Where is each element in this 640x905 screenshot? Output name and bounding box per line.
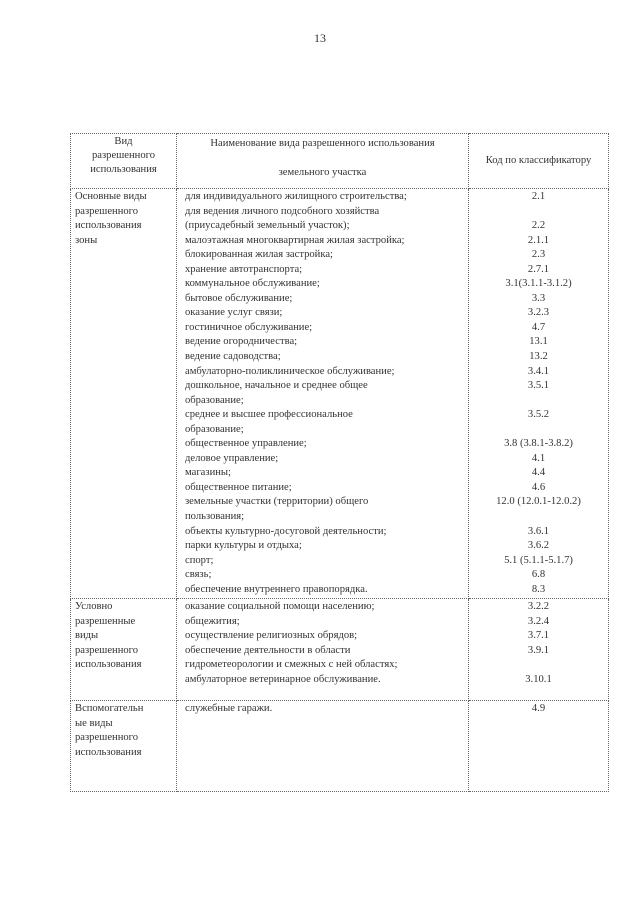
category-line: разрешенные [75,615,136,627]
header-cell-code: Код по классификатору [469,134,609,189]
uses-cell [177,701,469,792]
uses-line: служебные гаражи. [185,703,273,714]
codes-line: 3.9.1 [527,644,550,656]
uses-line: обеспечение деятельности в области [185,644,351,656]
table-row [71,189,609,599]
codes-line: 5.1 (5.1.1-5.1.7) [504,554,573,566]
category-line: разрешенного [75,732,139,744]
uses-line: среднее и высшее профессиональное [185,409,353,421]
category-line: разрешенного [75,205,139,217]
category-line: использования [75,220,142,232]
codes-line: 2.1 [531,191,546,202]
codes-line [472,205,605,220]
uses-line: коммунальное обслуживание; [185,278,320,290]
uses-line: бытовое обслуживание; [185,292,293,304]
header-name-top: Наименование вида разрешенного использования [210,138,435,149]
category-line: разрешенного [75,644,139,656]
codes-line: 3.4.1 [527,365,550,377]
codes-line [472,423,605,438]
codes-line: 4.7 [531,321,546,333]
category-line: виды [75,630,99,642]
codes-line: 3.2.2 [527,601,550,612]
uses-line: ведение садоводства; [185,351,281,363]
codes-line: 2.1.1 [527,234,550,246]
codes-line: 12.0 (12.0.1-12.0.2) [496,496,581,508]
uses-line: объекты культурно-досуговой деятельности; [185,525,387,537]
codes-line: 3.7.1 [527,630,550,642]
category-cell [71,599,177,701]
uses-line: осуществление религиозных обрядов; [185,630,358,642]
uses-line: дошкольное, начальное и среднее общее [185,380,368,392]
table-header-row [71,134,609,189]
category-cell [71,701,177,792]
codes-line: 3.5.1 [527,380,550,392]
uses-line: амбулаторное ветеринарное обслуживание. [185,673,381,685]
codes-line: 2.2 [531,220,546,232]
codes-line: 3.6.1 [527,525,550,537]
header-type-line: разрешенного [91,150,156,161]
codes-line: 3.3 [531,292,546,304]
codes-line: 3.1(3.1.1-3.1.2) [505,278,572,290]
uses-line: общественное управление; [185,438,307,450]
uses-line: оказание услуг связи; [185,307,283,319]
codes-line: 13.2 [529,351,548,363]
uses-line: амбулаторно-поликлиническое обслуживание; [185,365,395,377]
uses-line: образование; [185,423,244,435]
page-number: 13 [314,31,326,45]
uses-cell [177,599,469,701]
category-line: использования [75,746,142,758]
uses-line: общежития; [185,615,240,627]
uses-line: блокированная жилая застройка; [185,249,333,261]
uses-cell [177,189,469,599]
uses-line: для индивидуального жилищного строительства; [185,191,407,202]
codes-line: 3.6.2 [527,540,550,552]
category-line: Условно [75,601,113,612]
category-line: Основные виды [75,191,147,202]
category-line: ые виды [75,717,113,729]
codes-line: 4.1 [531,452,546,464]
category-cell [71,189,177,599]
header-cell-name [177,134,469,189]
uses-line: земельные участки (территории) общего [185,496,369,508]
zoning-table [70,133,609,792]
codes-line: 2.3 [531,249,546,261]
codes-cell [469,189,609,599]
table-row [71,599,609,701]
category-line: зоны [75,234,98,246]
uses-line: общественное питание; [185,481,292,493]
codes-line: 6.8 [531,569,546,581]
uses-line: парки культуры и отдыха; [185,540,302,552]
codes-line: 3.8 (3.8.1-3.8.2) [504,438,573,450]
table-row [71,701,609,792]
uses-line: (приусадебный земельный участок); [185,220,350,232]
codes-line: 3.10.1 [525,673,552,685]
codes-line [472,510,605,525]
category-line: Вспомогательн [75,703,144,714]
codes-line: 4.4 [531,467,546,479]
uses-line: обеспечение внутреннего правопорядка. [185,583,368,595]
codes-line [472,394,605,409]
codes-line: 4.9 [531,703,546,714]
codes-line: 4.6 [531,481,546,493]
uses-line: магазины; [185,467,231,479]
uses-line: деловое управление; [185,452,279,464]
category-line: использования [75,659,142,671]
codes-line [472,658,605,673]
header-name-bottom: земельного участка [278,166,367,178]
uses-line: хранение автотранспорта; [185,263,303,275]
uses-line: спорт; [185,554,214,566]
uses-line: гидрометеорологии и смежных с ней областях; [185,659,398,671]
codes-cell [469,599,609,701]
codes-line: 8.3 [531,583,546,595]
uses-line: связь; [185,569,212,581]
codes-line: 13.1 [529,336,548,348]
header-type-line: Вид [114,136,133,147]
codes-line: 3.5.2 [527,409,550,421]
header-type-line: использования [90,164,157,175]
uses-line: гостиничное обслуживание; [185,321,313,333]
codes-line: 2.7.1 [527,263,550,275]
uses-line: ведение огородничества; [185,336,298,348]
uses-line: для ведения личного подсобного хозяйства [185,205,380,217]
uses-line: малоэтажная многоквартирная жилая застройка; [185,234,405,246]
codes-line: 3.2.4 [527,615,550,627]
uses-line: оказание социальной помощи населению; [185,601,375,612]
uses-line: пользования; [185,511,245,523]
uses-line: образование; [185,394,244,406]
codes-cell [469,701,609,792]
header-cell-type [71,134,177,189]
codes-line: 3.2.3 [527,307,550,319]
